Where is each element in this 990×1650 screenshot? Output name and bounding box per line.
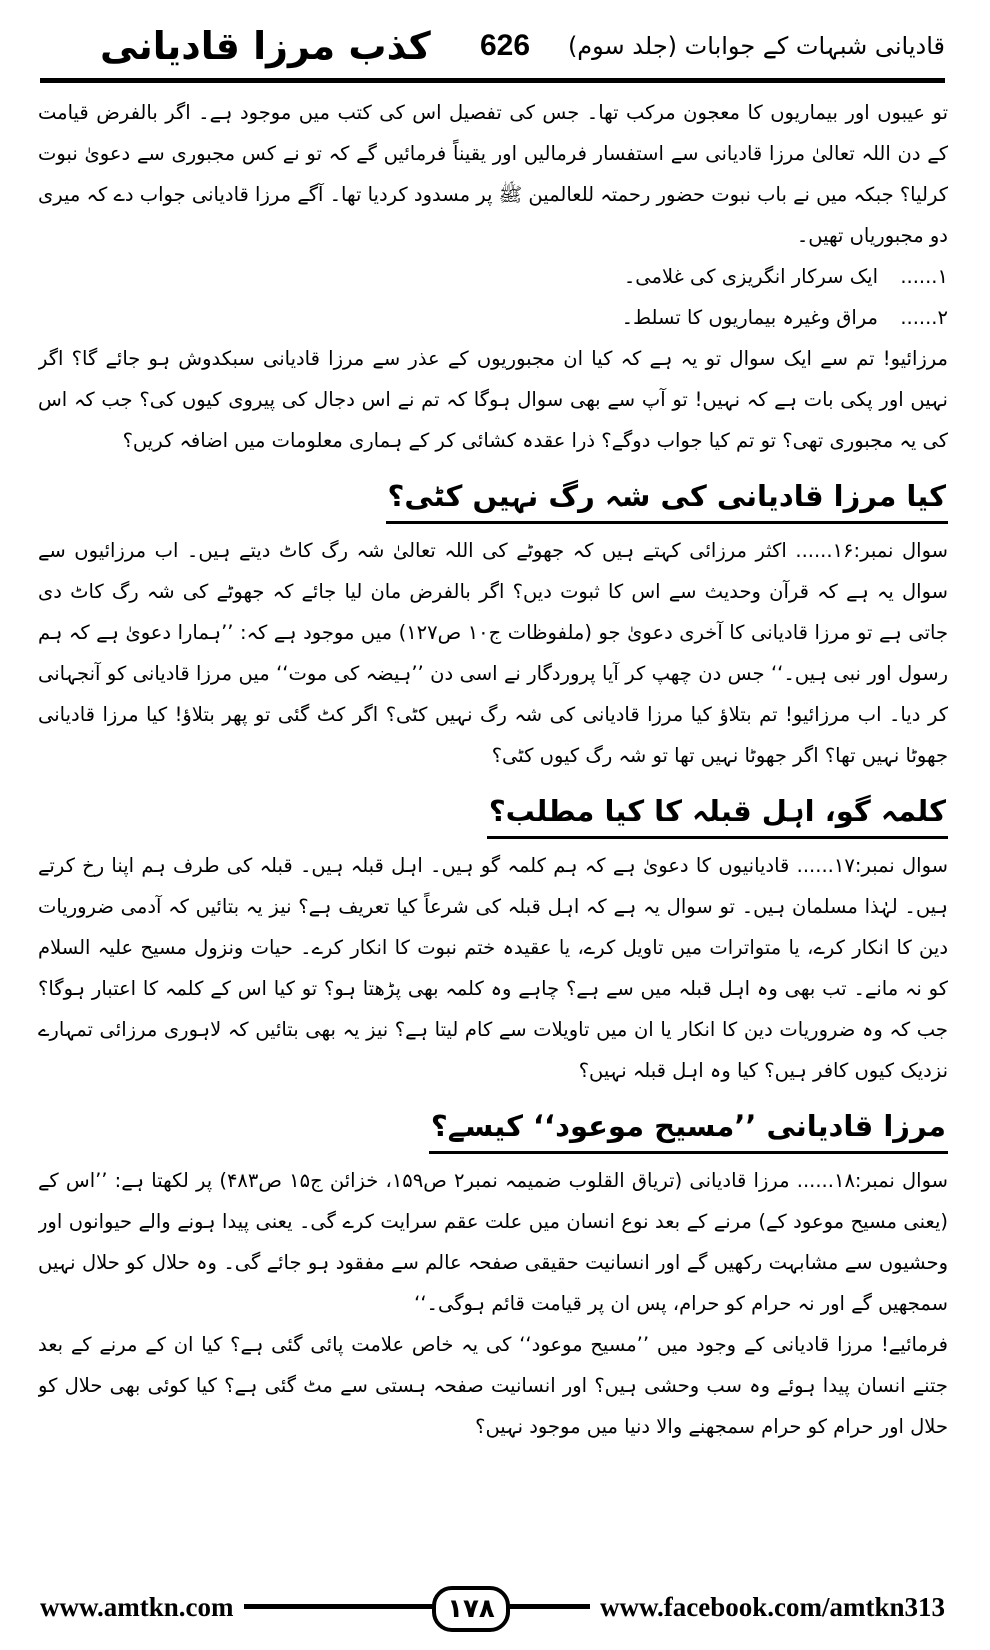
- section-heading-18: [38, 1103, 948, 1154]
- question-label: سوال نمبر:۱۸......: [796, 1169, 948, 1192]
- list-item-text: ایک سرکار انگریزی کی غلامی۔: [623, 265, 878, 288]
- footer-facebook-link[interactable]: www.facebook.com/amtkn313: [590, 1590, 945, 1624]
- question-body: اکثر مرزائی کہتے ہیں کہ جھوٹے کی اللہ تعالیٰ شہ رگ کاٹ دیتے ہیں۔ اب مرزائیوں سے سوال یہ ہے کہ قرآن وحدیث سے اس کا ثبوت دیں؟ اگر بالفرض مان لیا جائے کہ جھوٹے کی شہ رگ کاٹ دی جاتی ہے تو مرزا قادیانی کا آخری دعویٰ جو (ملفوظات ج۱۰ ص۱۲۷) میں موجود ہے کہ: ’’ہمارا دعویٰ ہے کہ ہم رسول اور نبی ہیں۔‘‘ جس دن چھپ کر آیا پروردگار نے اسی دن ’’ہیضہ کی موت‘‘ میں مرزا قادیانی کو آنجہانی کر دیا۔ اب مرزائیو! تم بتلاؤ کیا مرزا قادیانی کی شہ رگ نہیں کٹی؟ اگر کٹ گئی تو پھر بتلاؤ! کیا مرزا قادیانی جھوٹا نہیں تھا؟ اگر جھوٹا نہیں تھا تو شہ رگ کیوں کٹی؟: [38, 539, 948, 767]
- header-page-number: 626: [480, 29, 531, 62]
- section-paragraph: [38, 1160, 948, 1324]
- list-item-number: ۲......: [900, 306, 948, 329]
- footer-website-link[interactable]: www.amtkn.com: [40, 1590, 244, 1624]
- list-item: [38, 297, 948, 338]
- intro-closing-paragraph: مرزائیو! تم سے ایک سوال تو یہ ہے کہ کیا ان مجبوریوں کے عذر سے مرزا قادیانی سبکدوش ہو جائے گا؟ اگر نہیں اور پکی بات ہے کہ نہیں! تو آپ سے بھی سوال ہوگا کہ تم نے اس دجال کی پیروی کیوں کی؟ جب کہ اس کی یہ مجبوری تھی؟ تو تم کیا جواب دوگے؟ ذرا عقدہ کشائی کر کے ہماری معلومات میں اضافہ کریں؟: [38, 347, 948, 452]
- section-paragraph: [38, 845, 948, 1091]
- book-title: قادیانی شبہات کے جوابات (جلد سوم): [567, 32, 945, 60]
- question-label: سوال نمبر:۱۷......: [796, 854, 948, 877]
- question-body: قادیانیوں کا دعویٰ ہے کہ ہم کلمہ گو ہیں۔ اہل قبلہ ہیں۔ قبلہ کی طرف ہم اپنا رخ کرتے ہیں۔ لہٰذا مسلمان ہیں۔ تو سوال یہ ہے کہ اہل قبلہ کی شرعاً کیا تعریف ہے؟ نیز یہ بتائیں کہ آدمی ضروریات دین کا انکار کرے، یا متواترات میں تاویل کرے، یا عقیدہ ختم نبوت کا انکار کرے۔ حیات ونزول مسیح علیہ السلام کو نہ مانے۔ تب بھی وہ اہل قبلہ میں سے ہے؟ چاہے وہ کلمہ بھی پڑھتا ہو؟ تو کیا اس کے کلمہ کا اعتبار ہوگا؟ جب کہ وہ ضروریات دین کا انکار یا ان میں تاویلات سے کام لیتا ہے؟ نیز یہ بھی بتائیں کہ لاہوری مرزائی تمہارے نزدیک کیوں کافر ہیں؟ کیا وہ اہل قبلہ نہیں؟: [38, 854, 948, 1082]
- section-heading-17: [38, 788, 948, 839]
- section-heading-text: کیا مرزا قادیانی کی شہ رگ نہیں کٹی؟: [386, 473, 948, 524]
- list-item-text: مراق وغیرہ بیماریوں کا تسلط۔: [621, 306, 878, 329]
- section-paragraph: [38, 530, 948, 776]
- page-header: [40, 18, 945, 83]
- section-heading-text: کلمہ گو، اہل قبلہ کا کیا مطلب؟: [487, 788, 948, 839]
- footer-page-number: ۱۷۸: [432, 1586, 510, 1632]
- question-label: سوال نمبر:۱۶......: [795, 539, 948, 562]
- page-footer: [40, 1586, 945, 1626]
- section-paragraph: فرمائیے! مرزا قادیانی کے وجود میں ’’مسیح موعود‘‘ کی یہ خاص علامت پائی گئی ہے؟ کیا ان کے مرنے کے بعد جتنے انسان پیدا ہوئے وہ سب وحشی ہیں؟ اور انسانیت صفحہ ہستی سے مٹ گئی ہے؟ کیا کوئی بھی حلال کو حلال اور حرام کو حرام سمجھنے والا دنیا میں موجود نہیں؟: [38, 1333, 948, 1438]
- intro-paragraph: تو عیبوں اور بیماریوں کا معجون مرکب تھا۔ جس کی تفصیل اس کی کتب میں موجود ہے۔ اگر بالفرض قیامت کے دن اللہ تعالیٰ مرزا قادیانی سے استفسار فرمالیں اور یقیناً فرمائیں گے کہ تو نے کس مجبوری سے دعویٰ نبوت کرلیا؟ جبکہ میں نے باب نبوت حضور رحمتہ للعالمین ﷺ پر مسدود کردیا تھا۔ آگے مرزا قادیانی جواب دے کہ میری دو مجبوریاں تھیں۔: [38, 101, 948, 247]
- section-heading-16: [38, 473, 948, 524]
- list-item: [38, 256, 948, 297]
- list-item-number: ۱......: [900, 265, 948, 288]
- brand-title: کذب مرزا قادیانی: [100, 24, 431, 68]
- question-body: مرزا قادیانی (تریاق القلوب ضمیمہ نمبر۲ ص۱۵۹، خزائن ج۱۵ ص۴۸۳) پر لکھتا ہے: ’’اس کے (یعنی مسیح موعود کے) مرنے کے بعد نوع انسان میں علت عقم سرایت کرے گی۔ یعنی پیدا ہونے والے حیوانوں اور وحشیوں سے مشابہت رکھیں گے اور انسانیت حقیقی صفحہ عالم سے مفقود ہو جائے گی۔ وہ حلال کو حلال نہیں سمجھیں گے اور نہ حرام کو حرام، پس ان پر قیامت قائم ہوگی۔‘‘: [38, 1169, 948, 1315]
- page-body: [38, 92, 948, 1577]
- section-heading-text: مرزا قادیانی ’’مسیح موعود‘‘ کیسے؟: [429, 1103, 948, 1154]
